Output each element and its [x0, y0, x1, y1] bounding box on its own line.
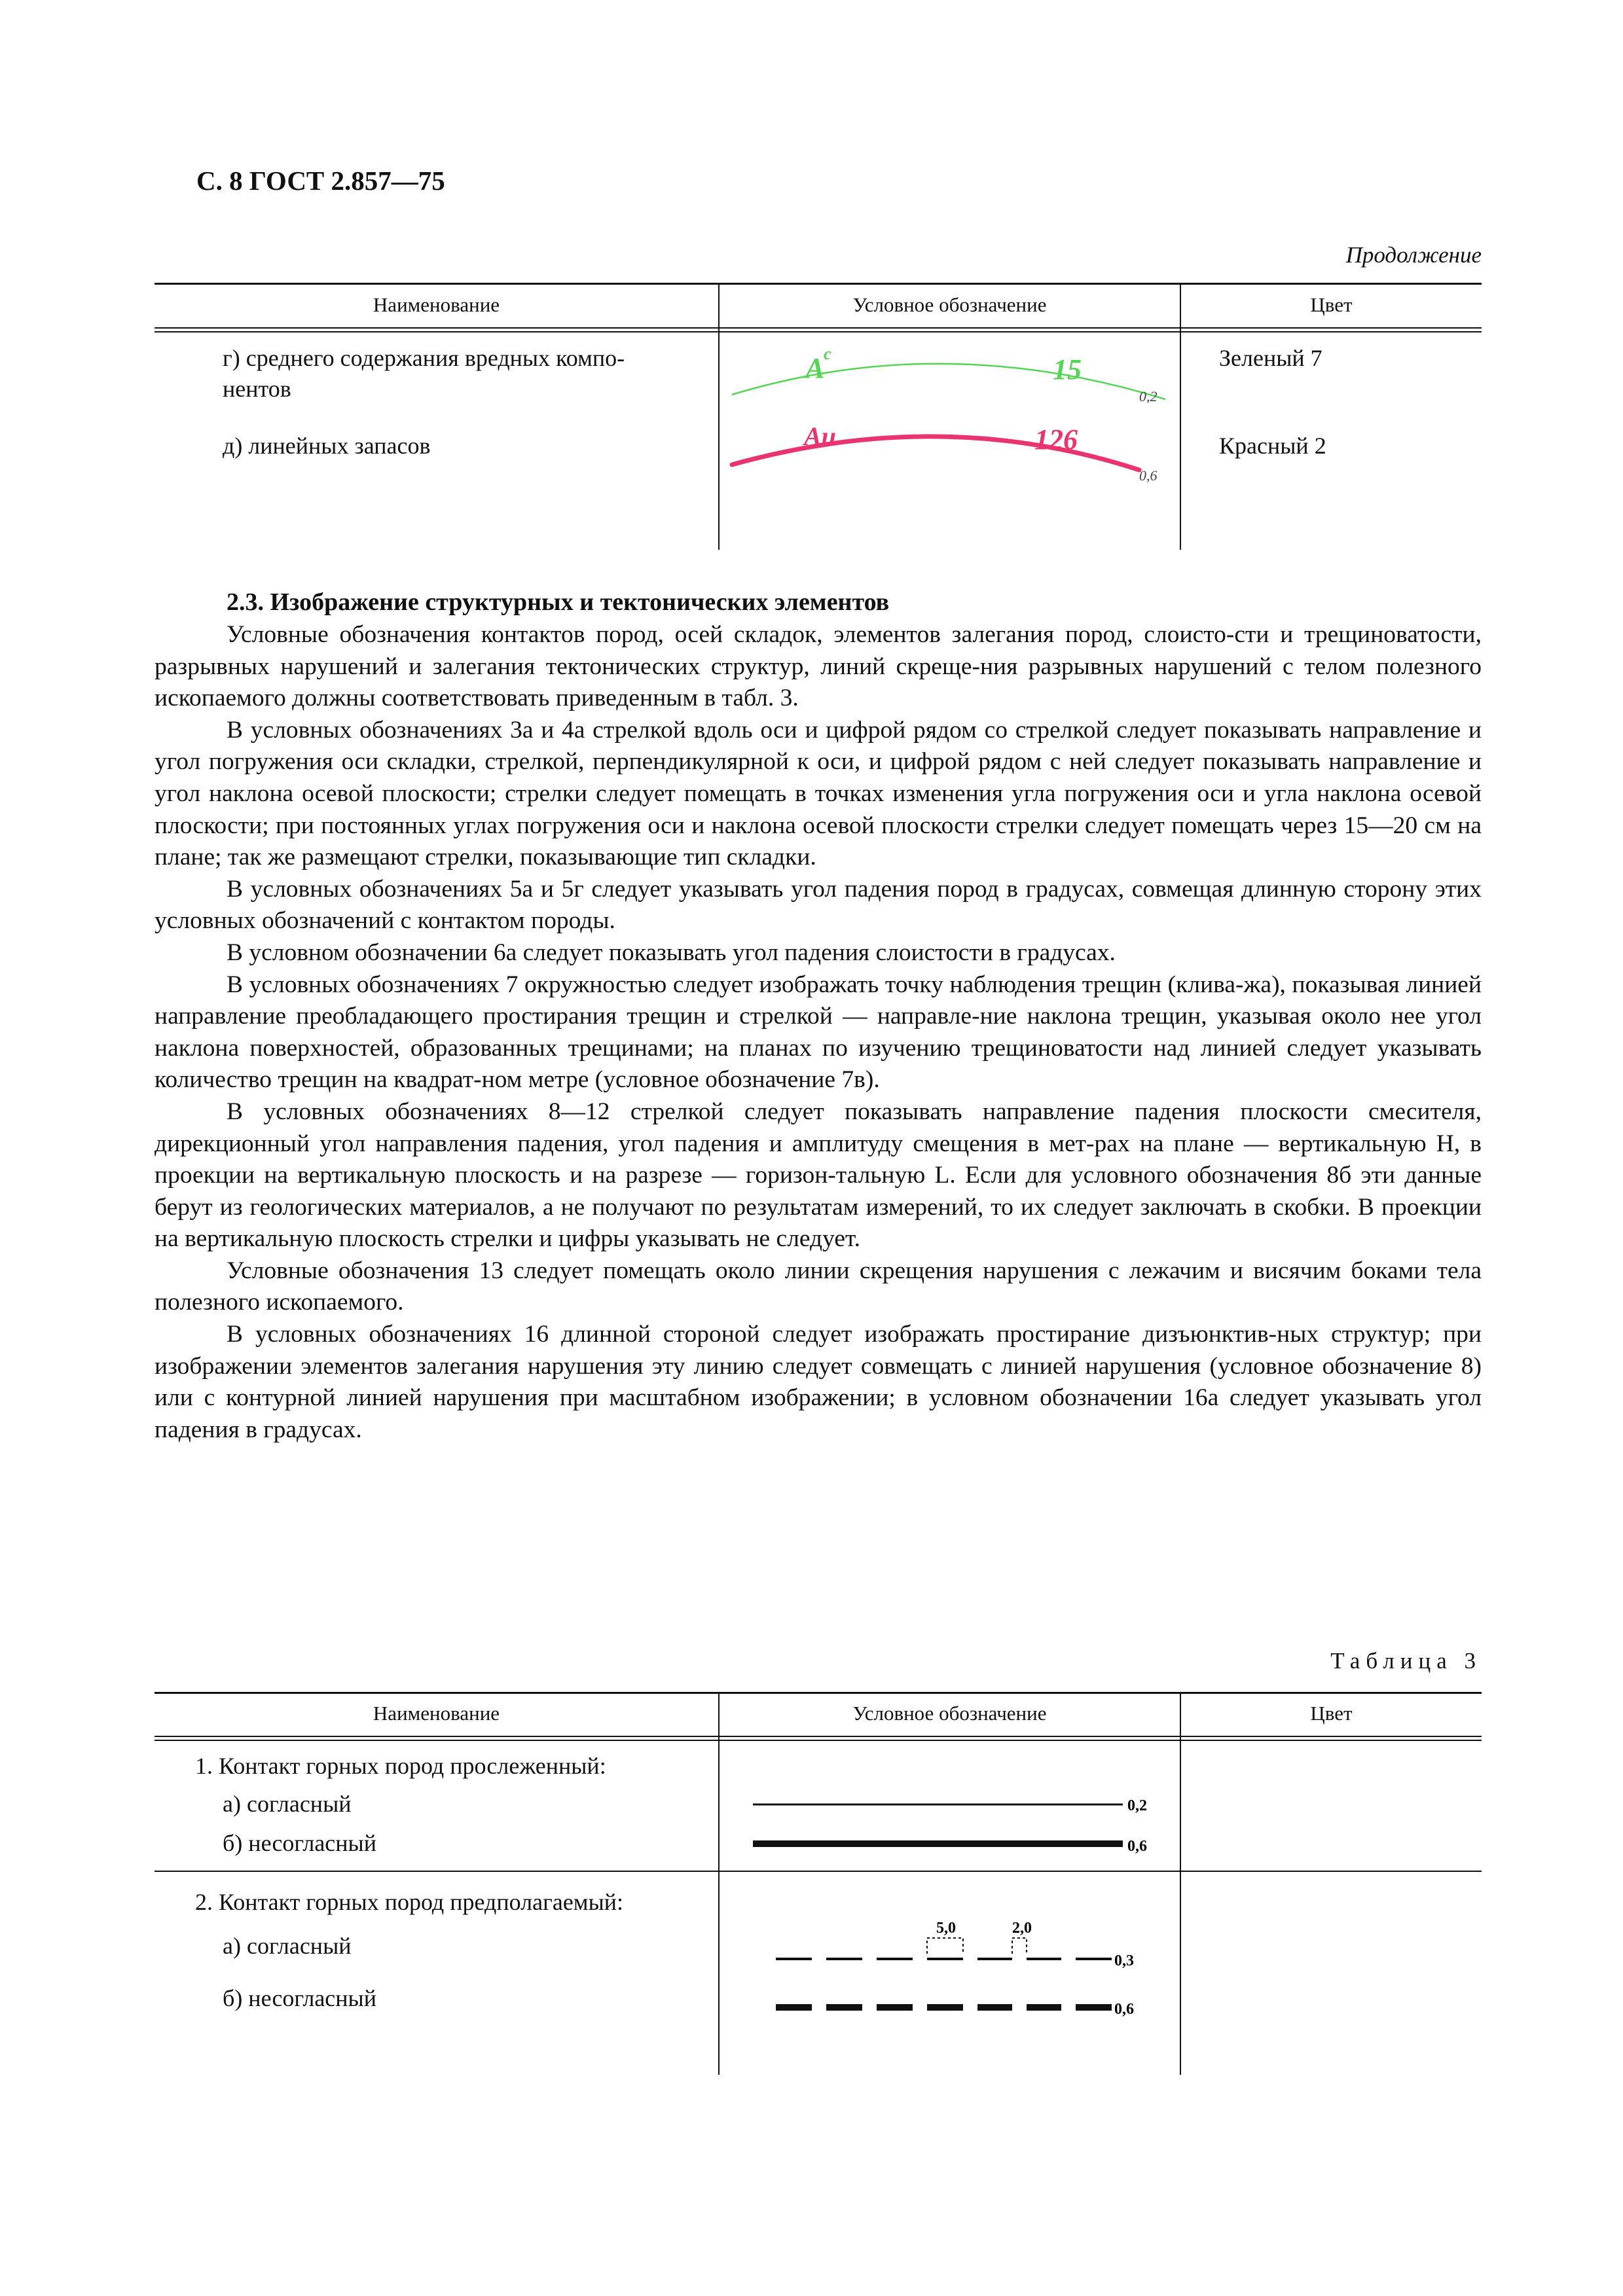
paragraph: В условных обозначениях 7 окружностью следует изображать точку наблюдения трещин (клива-жа), показывая линией направление преобладающего простирания трещин и стрелкой — направле-ние наклона трещин, указывая около нее угол наклона поверхностей, образованных трещинами; на планах по изучению трещиноватости над линией следует указывать количество трещин на квадрат-ном метре (условное обозначение 7в). — [155, 971, 1482, 1094]
table-row-item: б) несогласный — [223, 1830, 377, 1856]
symbol-label-a: A — [805, 352, 825, 384]
table-row-color: Красный 2 — [1219, 433, 1326, 459]
continuation-label: Продолжение — [1345, 242, 1482, 268]
col-header-color: Цвет — [1310, 1702, 1353, 1725]
col-header-name: Наименование — [373, 293, 500, 316]
section-title: 2.3. Изображение структурных и тектонических элементов — [227, 588, 890, 616]
paragraph: Условные обозначения 13 следует помещать около линии скрещения нарушения с лежачим и висячим боками тела полезного ископаемого. — [155, 1257, 1482, 1316]
paragraph: В условных обозначениях 5а и 5г следует указывать угол падения пород в градусах, совмещая длинную сторону этих условных обозначений с контактом породы. — [155, 875, 1482, 935]
section-body — [155, 619, 1482, 1446]
dash-length-label: 5,0 — [936, 1920, 956, 1937]
contact-traced-symbols — [720, 1780, 1178, 1859]
symbol-value: 15 — [1053, 353, 1082, 386]
table-caption: Таблица 3 — [1330, 1648, 1482, 1674]
page-header: С. 8 ГОСТ 2.857—75 — [196, 166, 445, 196]
table-row-item: б) несогласный — [223, 1985, 377, 2011]
table-row-item: а) согласный — [223, 1933, 352, 1959]
green-arc-symbol — [720, 337, 1178, 409]
paragraph: В условных обозначениях 3а и 4а стрелкой вдоль оси и цифрой рядом со стрелкой следует показывать направление и угол погружения оси складки, стрелкой, перпендикулярной к оси, и цифрой рядом с ней следует показывать направление и угол наклона осевой плоскости; стрелки следует помещать в точках изменения угла погружения оси и угла наклона осевой плоскости; при постоянных углах погружения оси и наклона осевой плоскости стрелки следует помещать через 15—20 см на плане; так же размещают стрелки, показывающие тип складки. — [155, 716, 1482, 871]
paragraph: В условном обозначении 6а следует показывать угол падения слоистости в градусах. — [227, 939, 1116, 966]
symbol-value: 126 — [1034, 423, 1078, 456]
paragraph: Условные обозначения контактов пород, осей складок, элементов залегания пород, слоисто-сти и трещиноватости, разрывных нарушений и залегания тектонических структур, линий скреще-ния разрывных нарушений с телом полезного ископаемого должны соответствовать приведенным в табл. 3. — [155, 621, 1482, 712]
red-arc-symbol — [720, 419, 1178, 491]
contact-assumed-symbols — [720, 1908, 1178, 2026]
paragraph: В условных обозначениях 16 длинной стороной следует изображать простирание дизъюнктив-ных структур; при изображении элементов залегания нарушения эту линию следует совмещать с линией нарушения (условное обозначение 8) или с контурной линией нарушения при масштабном изображении; в условном обозначении 16а следует указывать угол падения в градусах. — [155, 1321, 1482, 1443]
line-width-label: 0,3 — [1114, 1952, 1134, 1969]
line-width-label: 0,6 — [1114, 2001, 1134, 2018]
table-row-name: д) линейных запасов — [223, 433, 431, 459]
table-row-name: г) среднего содержания вредных компо- нентов — [223, 345, 625, 402]
table-row-title: 1. Контакт горных пород прослеженный: — [195, 1753, 606, 1779]
line-width-label: 0,6 — [1139, 467, 1158, 484]
col-header-symbol: Условное обозначение — [852, 1702, 1047, 1725]
col-header-color: Цвет — [1310, 293, 1353, 316]
table-row-title: 2. Контакт горных пород предполагаемый: — [195, 1889, 624, 1915]
line-width-label: 0,2 — [1139, 388, 1158, 404]
paragraph: В условных обозначениях 8—12 стрелкой следует показывать направление падения плоскости смесителя, дирекционный угол направления падения, угол падения и амплитуду смещения в мет-рах на плане — вертикальную Н, в проекции на вертикальную плоскость и на разрезе — горизон-тальную L. Если для условного обозначения 8б эти данные берут из геологических материалов, а не получают по результатам измерений, то их следует заключать в скобки. В проекции на вертикальную плоскость стрелки и цифры указывать не следует. — [155, 1098, 1482, 1253]
line-width-label: 0,2 — [1127, 1797, 1147, 1814]
col-header-name: Наименование — [373, 1702, 500, 1725]
symbol-label-au: Au — [804, 422, 836, 451]
line-width-label: 0,6 — [1127, 1838, 1147, 1855]
symbol-label-sup: c — [824, 344, 831, 363]
table-row-color: Зеленый 7 — [1219, 345, 1322, 371]
gap-length-label: 2,0 — [1012, 1920, 1032, 1937]
table-row-item: а) согласный — [223, 1791, 352, 1817]
col-header-symbol: Условное обозначение — [852, 293, 1047, 316]
